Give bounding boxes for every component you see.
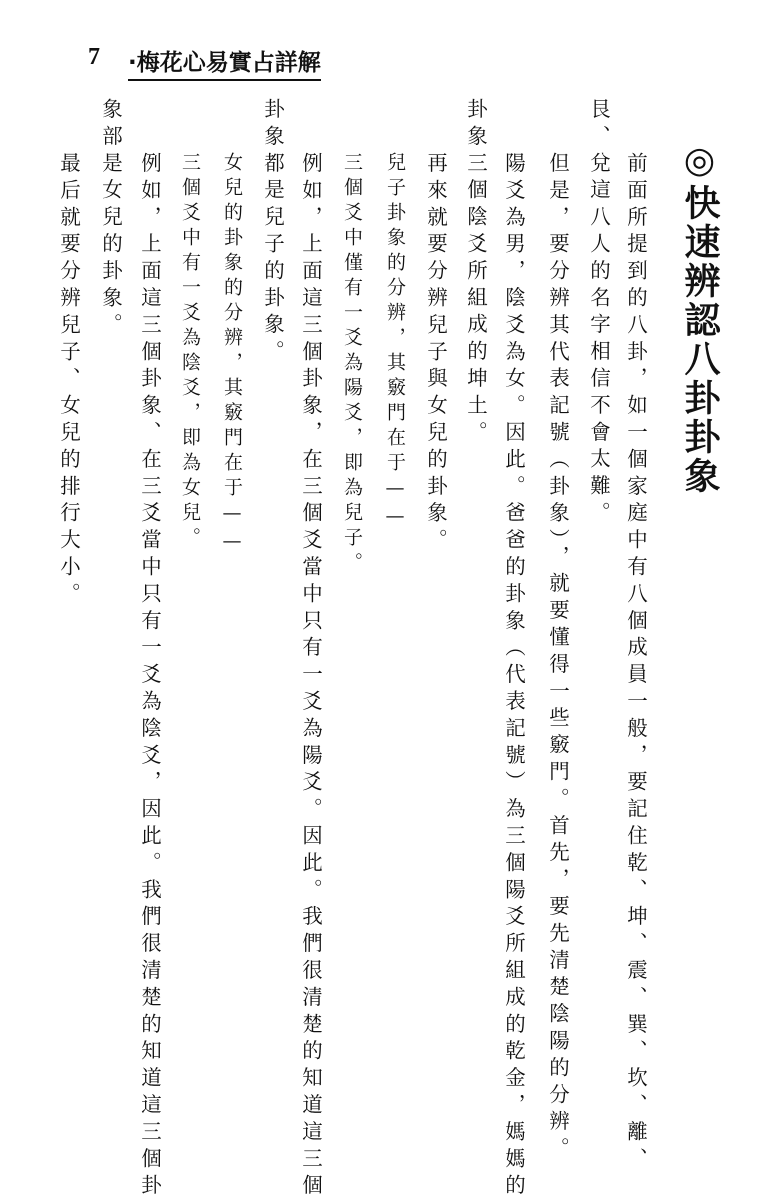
text-line: 女兒的卦象的分辨，其竅門在于—— <box>221 152 243 558</box>
section-title: ◎快速辨認八卦卦象 <box>679 140 720 496</box>
text-line: 卦象都是兒子的卦象。 <box>260 98 285 367</box>
text-line: 再來就要分辨兒子與女兒的卦象。 <box>423 152 448 556</box>
text-line: 例如，上面這三個卦象、在三爻當中只有一爻為陰爻，因此。我們很清楚的知道這三個卦 <box>137 152 162 1201</box>
book-title: ·梅花心易實占詳解 <box>128 44 321 81</box>
text-line: 前面所提到的八卦，如一個家庭中有八個成員一般，要記住乾、坤、震、巽、坎、離、 <box>623 152 648 1175</box>
text-line: 陽爻為男，陰爻為女。因此。爸爸的卦象（代表記號）為三個陽爻所組成的乾金，媽媽的 <box>501 152 526 1201</box>
text-line: 三個爻中僅有一爻為陽爻，即為兒子。 <box>341 152 363 577</box>
text-line: 兒子卦象的分辨，其竅門在于—— <box>384 152 406 533</box>
text-line: 最后就要分辨兒子、女兒的排行大小。 <box>56 152 81 610</box>
text-line: 例如，上面這三個卦象，在三個爻當中只有一爻為陽爻。因此。我們很清楚的知道這三個 <box>298 152 323 1201</box>
text-line: 但是，要分辨其代表記號（卦象），就要懂得一些竅門。首先，要先清楚陰陽的分辨。 <box>545 152 570 1164</box>
text-line: 三個爻中有一爻為陰爻，即為女兒。 <box>179 152 201 552</box>
text-line: 艮、兌這八人的名字相信不會太難。 <box>586 98 611 529</box>
text-line: 卦象三個陰爻所組成的坤土。 <box>463 98 488 448</box>
text-line: 象部是女兒的卦象。 <box>98 98 123 341</box>
page-number: 7 <box>88 44 101 70</box>
